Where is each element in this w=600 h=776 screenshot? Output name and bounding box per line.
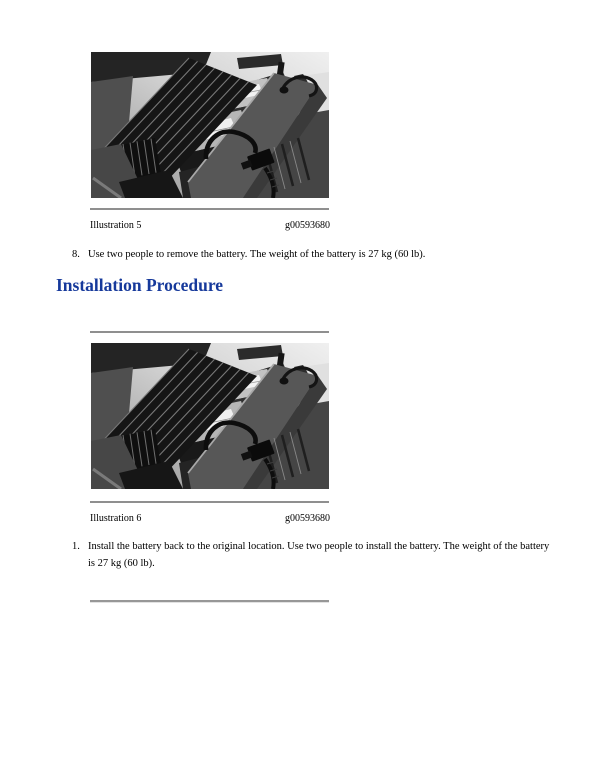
step-number: 8. — [72, 249, 80, 260]
illustration-ref-number: g00593680 — [285, 220, 330, 231]
illustration-ref-number: g00593680 — [285, 513, 330, 524]
section-heading: Installation Procedure — [56, 275, 224, 295]
illustration-label: Illustration 5 — [90, 220, 142, 231]
procedure-step — [72, 539, 558, 572]
step-text: Install the battery back to the original location. Use two people to install the battery. The weight of the battery is 27 kg (60 lb). — [88, 541, 550, 569]
procedure-step — [72, 247, 558, 264]
figure-divider — [90, 501, 329, 503]
section-end-divider — [90, 600, 329, 603]
figure-caption-row — [90, 220, 330, 232]
battery-photo-illustration-5 — [91, 52, 329, 198]
battery-photo-illustration-6 — [91, 343, 329, 489]
illustration-label: Illustration 6 — [90, 513, 142, 524]
figure-caption-row — [90, 513, 330, 525]
figure-divider — [90, 208, 329, 210]
step-text: Use two people to remove the battery. The weight of the battery is 27 kg (60 lb). — [88, 249, 426, 260]
step-number: 1. — [72, 541, 80, 552]
figure-divider — [90, 331, 329, 333]
